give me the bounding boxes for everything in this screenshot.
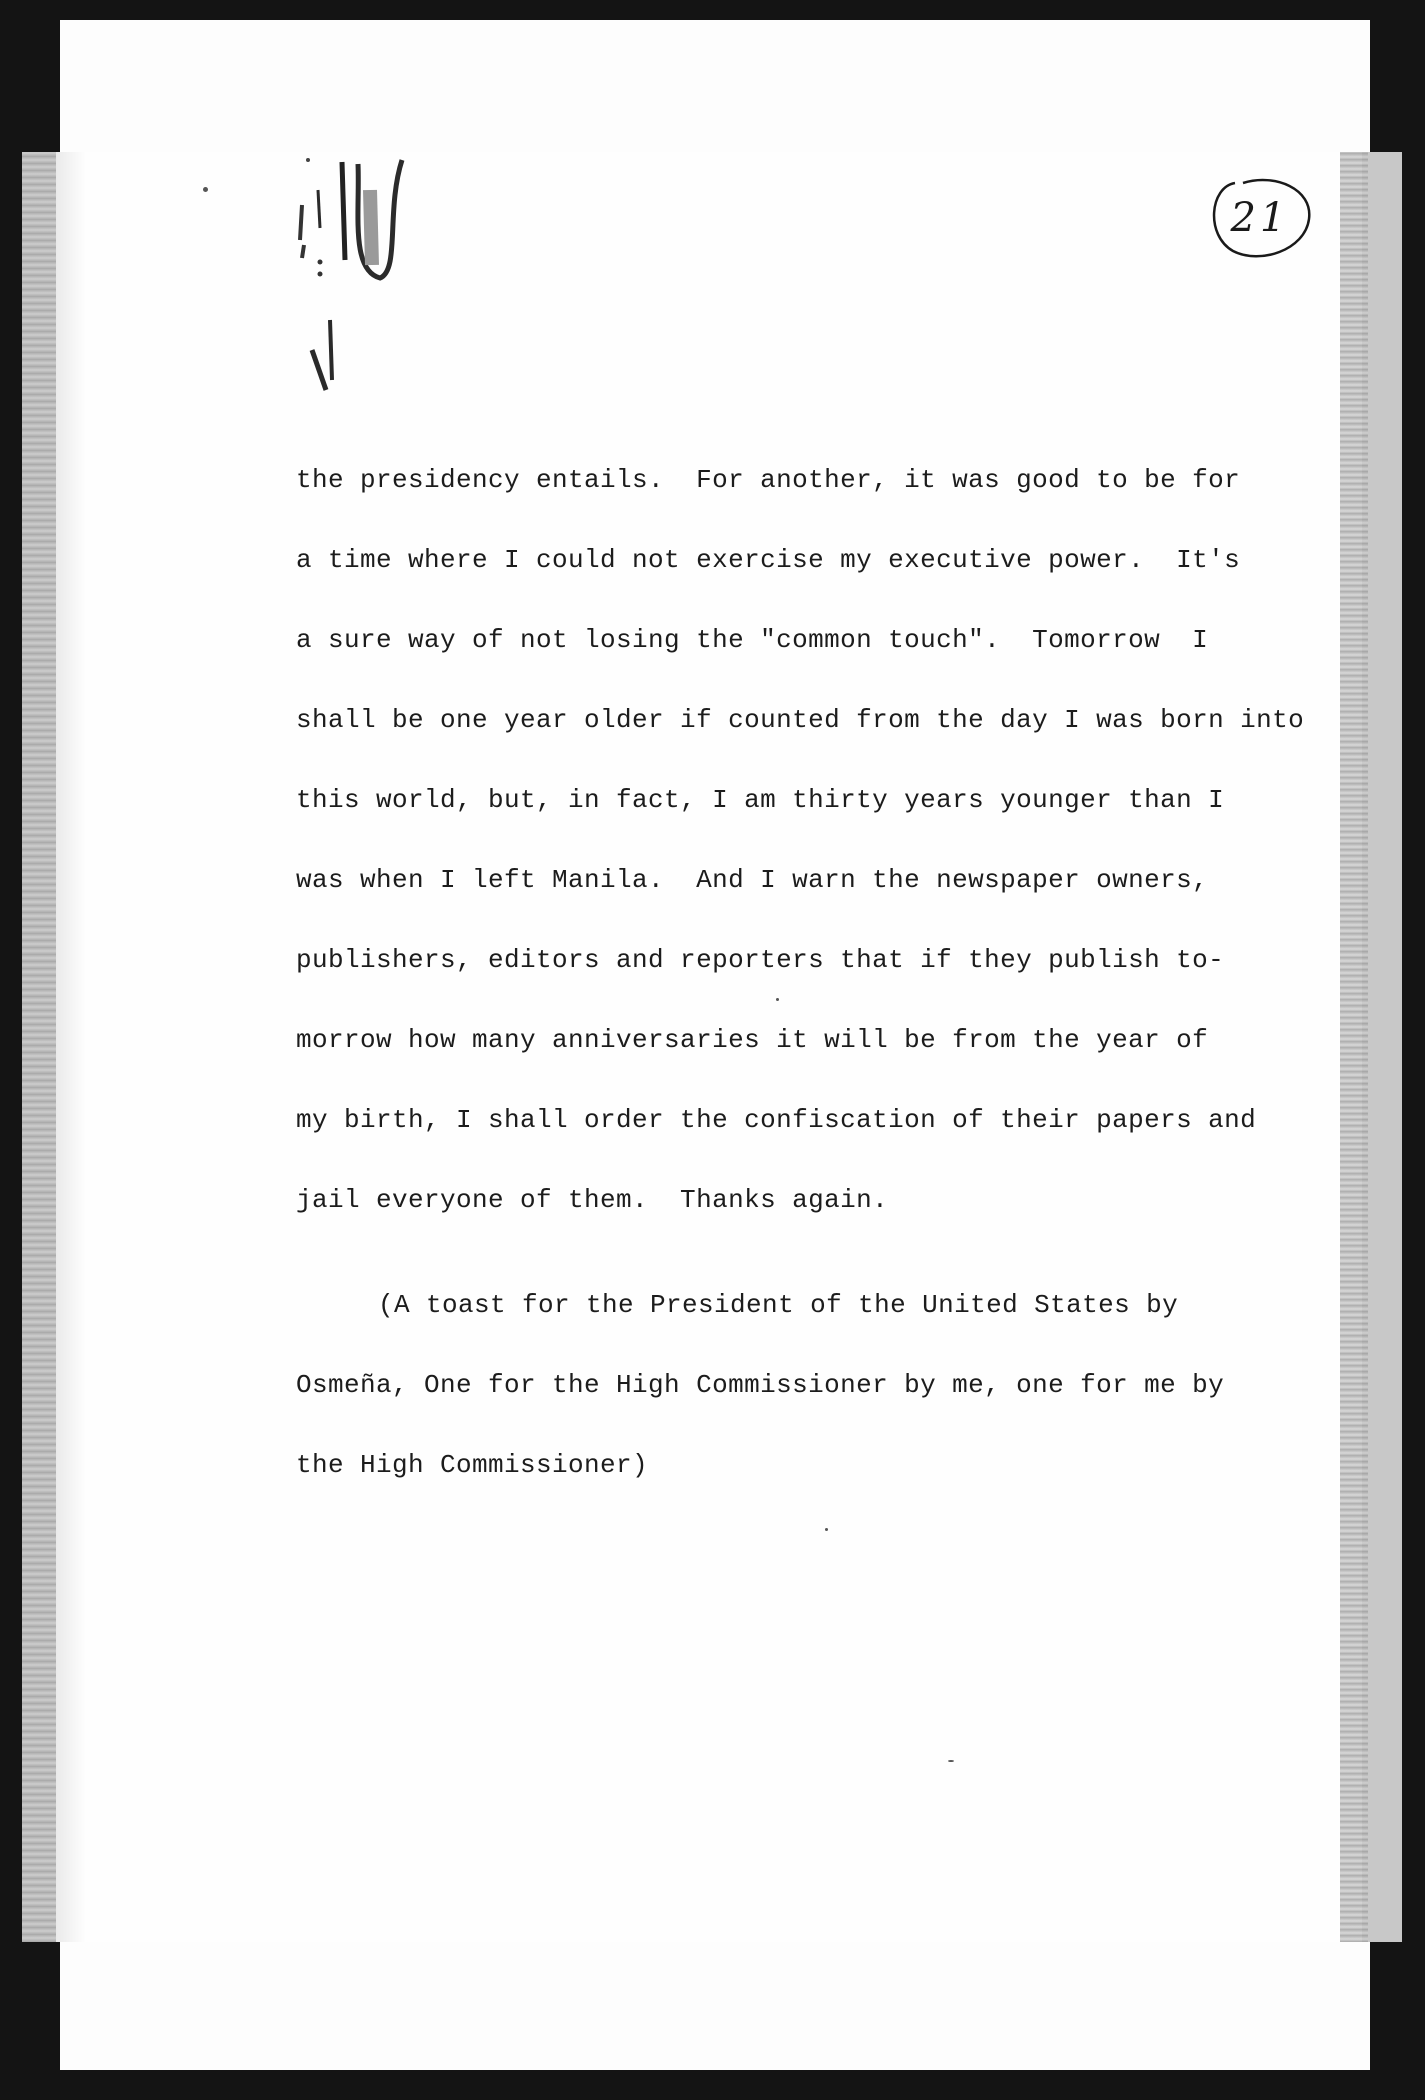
body-line: was when I left Manila. And I warn the newspaper owners, <box>296 865 1209 895</box>
body-line: shall be one year older if counted from the day I was born into <box>296 705 1305 735</box>
body-line: jail everyone of them. Thanks again. <box>296 1185 889 1215</box>
body-line: publishers, editors and reporters that if they publish to- <box>296 945 1225 975</box>
ink-marks-icon <box>290 150 430 400</box>
body-line: a time where I could not exercise my executive power. It's <box>296 545 1241 575</box>
scan-speck <box>203 187 208 192</box>
toast-line: (A toast for the President of the United States by <box>378 1290 1179 1320</box>
scan-speck <box>776 998 779 1001</box>
body-line: this world, but, in fact, I am thirty years younger than I <box>296 785 1225 815</box>
toast-line: Osmeña, One for the High Commissioner by me, one for me by <box>296 1370 1225 1400</box>
body-line: my birth, I shall order the confiscation of their papers and <box>296 1105 1257 1135</box>
scan-speck <box>948 1760 954 1762</box>
body-line: the presidency entails. For another, it was good to be for <box>296 465 1241 495</box>
toast-paragraph <box>296 1280 1356 1520</box>
toast-line: the High Commissioner) <box>296 1450 649 1480</box>
page-number <box>1205 175 1315 260</box>
page-number-text: 21 <box>1230 194 1290 241</box>
letter-body <box>296 455 1356 1255</box>
body-line: morrow how many anniversaries it will be from the year of <box>296 1025 1209 1055</box>
scan-speck <box>825 1528 828 1531</box>
body-line: a sure way of not losing the "common touch". Tomorrow I <box>296 625 1209 655</box>
page-left-edge <box>22 152 56 1942</box>
